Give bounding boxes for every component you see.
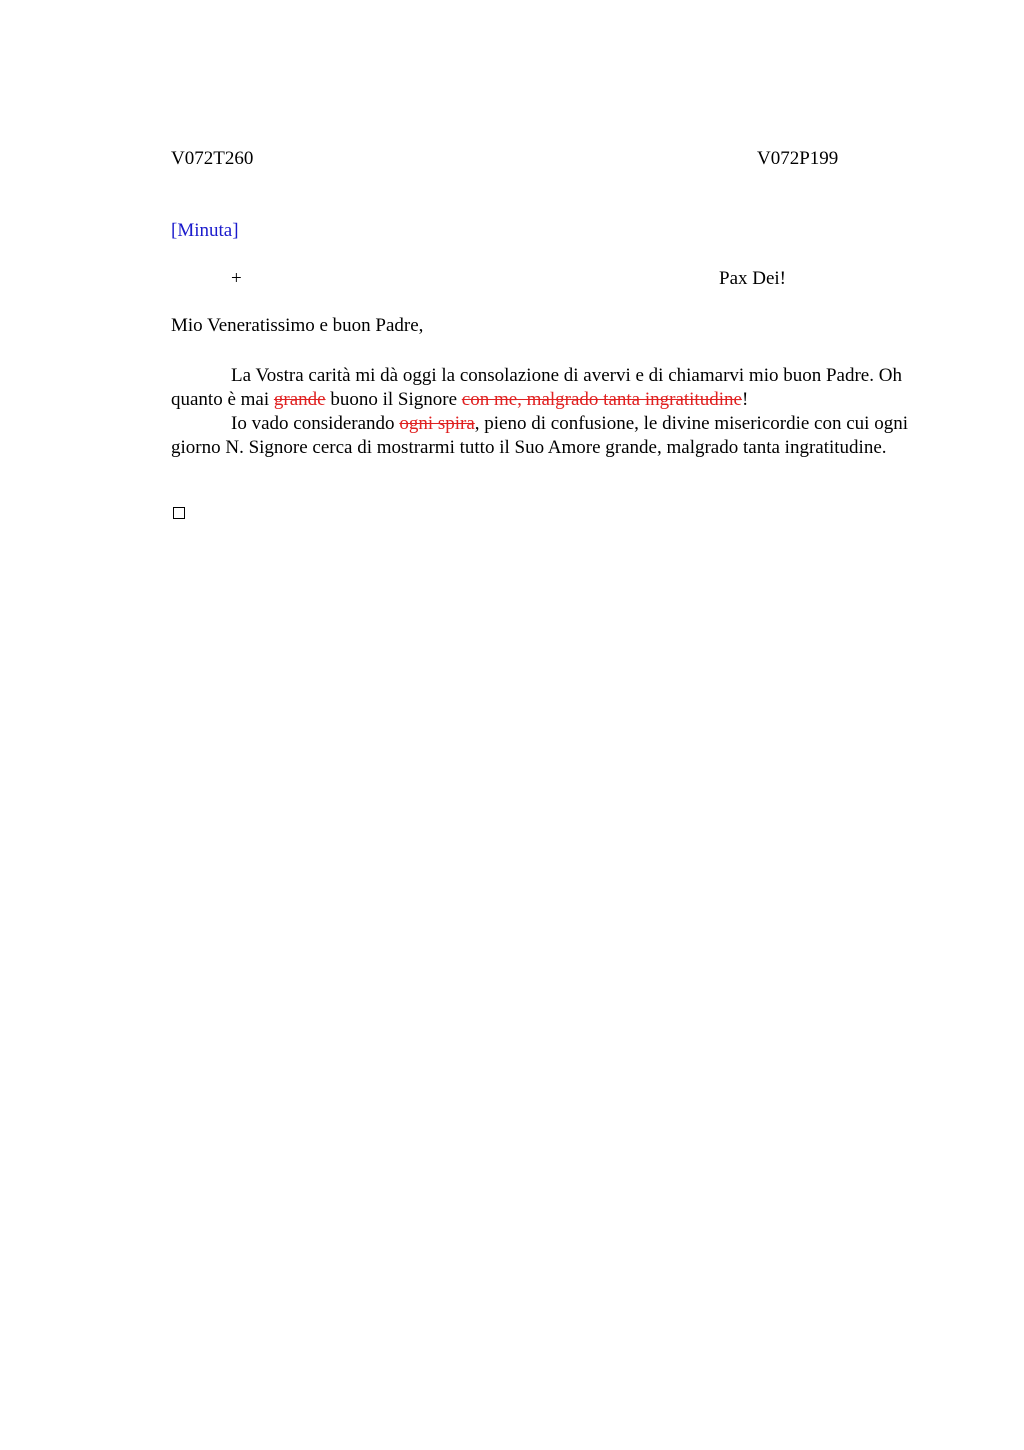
paragraph-2-text-a: Io vado considerando [231, 413, 400, 434]
paragraph-2 [171, 412, 931, 460]
document-ref-right: V072P199 [757, 148, 839, 169]
document-ref-left: V072T260 [171, 148, 254, 169]
paragraph-1 [171, 364, 931, 412]
paragraph-1-text-b: buono il Signore [325, 389, 462, 410]
paragraph-1-text-a: La Vostra carità mi dà oggi la consolazione di avervi e di chiamarvi mio buon Padre. Oh quanto è mai [171, 365, 902, 410]
salutation: Mio Veneratissimo e buon Padre, [171, 315, 424, 336]
letter-body [171, 364, 931, 460]
pax-dei-heading: Pax Dei! [719, 268, 787, 289]
minuta-label: [Minuta] [171, 220, 239, 241]
paragraph-1-text-c: ! [741, 389, 749, 410]
paragraph-2-text-b: , pieno di confusione, le divine misericordie con cui ogni giorno N. Signore cerca di mostrarmi tutto il Suo Amore grande, malgrado tanta ingratitudine. [171, 413, 908, 458]
deleted-text-grande: grande [273, 389, 326, 410]
empty-box-icon [173, 507, 185, 519]
cross-symbol: + [231, 268, 242, 289]
deleted-text-ogni-spira: ogni spira [399, 413, 475, 434]
deleted-text-con-me: con me, malgrado tanta ingratitudine [461, 389, 742, 410]
